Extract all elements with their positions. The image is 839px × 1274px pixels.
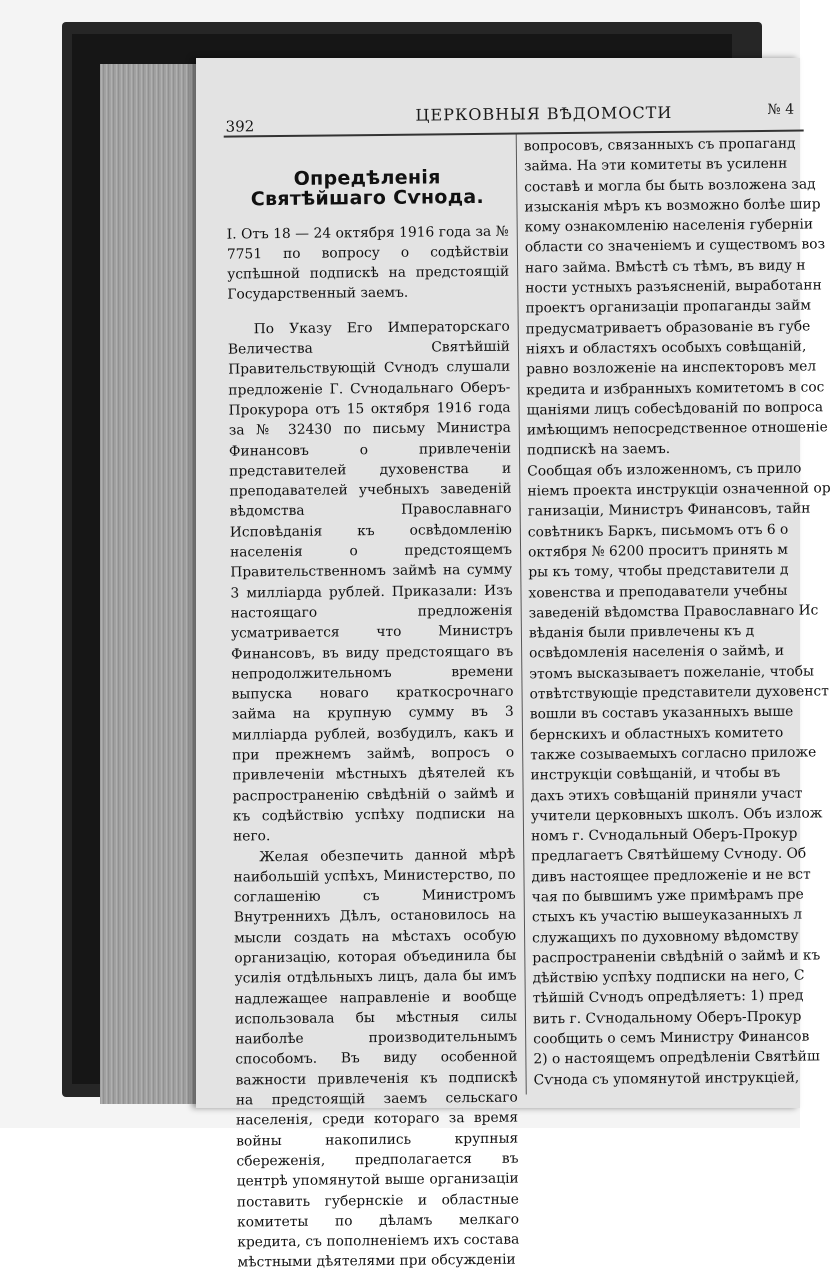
right-column-line: 2) о настоящемъ опредѣленіи Святѣйш (533, 1048, 820, 1068)
right-column-line: совѣтникъ Баркъ, письмомъ отъ 6 о (527, 521, 789, 541)
right-column-line: Сообщая объ изложенномъ, съ прило (527, 460, 802, 480)
right-column-line: имѣющимъ непосредственное отношеніе (526, 419, 828, 439)
right-column-line: ніяхъ и областяхъ особыхъ совѣщаній, (525, 338, 807, 358)
running-title: ЦЕРКОВНЫЯ ВѢДОМОСТИ (415, 102, 673, 125)
page-number: 392 (225, 117, 255, 136)
right-column-line: подпискѣ на заемъ. (526, 441, 671, 459)
right-column-line: равно возложеніе на инспекторовъ мел (526, 358, 817, 378)
right-column-line: дахъ этихъ совѣщаній приняли участ (530, 785, 803, 804)
right-column-line: проектъ организаціи пропаганды займ (525, 297, 812, 317)
right-column-line: кому ознакомленію населенія губерніи (524, 216, 814, 236)
right-column-line: дивъ настоящее предложеніе и не вст (531, 866, 811, 886)
right-column-line: вѣданія были привлечены къ д (528, 623, 755, 642)
right-column-line: щаніями лицъ собесѣдованій по вопроса (526, 399, 824, 419)
decree-text: I. Отъ 18 — 24 октября 1916 года за № 7751 по вопросу о содѣйствіи успѣшной подпискѣ на предстоящій Государственный заемъ. (226, 223, 510, 304)
right-column-line: предлагаетъ Святѣйшему Сѵноду. Об (531, 845, 807, 865)
left-column (226, 141, 520, 1274)
right-column-line: инструкціи совѣщаній, и чтобы въ (530, 765, 781, 784)
right-column-line: изысканія мѣръ къ возможно болѣе шир (524, 196, 821, 216)
right-column-line: тѣйшій Сѵнодъ опредѣляетъ: 1) пред (532, 988, 804, 1007)
right-column-line: ховенства и преподаватели учебны (528, 582, 788, 601)
right-column-line: чая по бывшимъ уже примѣрамъ пре (531, 886, 804, 906)
decree-heading (227, 221, 510, 305)
right-column-line: области со значеніемъ и существомъ воз (524, 236, 826, 256)
issue-number: № 4 (767, 101, 795, 118)
right-column-line: вошли въ составъ указанныхъ выше (529, 703, 794, 723)
right-column-line: освѣдомленія населенія о займѣ, и (529, 643, 785, 662)
right-column-line: октября № 6200 проситъ принять м (528, 541, 789, 561)
right-column-line: отвѣтствующіе представители духовенст (529, 683, 829, 703)
right-column-line: номъ г. Сѵнодальный Оберъ-Прокур (530, 825, 798, 845)
right-column-line: стыхъ къ участію вышеуказанныхъ л (531, 906, 803, 926)
right-column-line: бернскихъ и областныхъ комитето (529, 724, 784, 744)
right-column-line: кредита и избранныхъ комитетомъ в сос (526, 378, 825, 399)
right-column-line: ганизаціи, Министръ Финансовъ, тайн (527, 500, 811, 520)
paragraph-2: Желая обезпечить данной мѣрѣ наибольшій успѣхъ, Министерство, по соглашенію съ Министромъ Внутреннихъ Дѣлъ, остановилось на мысли создать на мѣстахъ особую организацію, которая объединила бы усилія отдѣльныхъ лицъ, дала бы имъ надлежащее направленіе и вообще использовала бы мѣстныя силы наиболѣе производительнымъ способомъ. Въ виду особенной важности привлеченія къ подпискѣ на предстоящій заемъ сельскаго населенія, среди котораго за время войны накопились крупныя сбереженія, предполагается въ центрѣ упомянутой выше организаціи поставить губернскіе и областные комитеты по дѣламъ мелкаго кредита, съ пополненіемъ ихъ состава мѣстными дѣятелями при обсужденіи (233, 846, 520, 1271)
right-column-line: распространеніи свѣдѣній о займѣ и къ (532, 947, 821, 967)
right-column-line: составѣ и могла бы быть возложена зад (524, 176, 816, 196)
right-column-line: Сѵнода съ упомянутой инструкціей, (533, 1069, 800, 1089)
book-page (196, 58, 831, 1271)
right-column-line: учители церковныхъ школъ. Объ излож (530, 805, 823, 825)
right-column-line: ніемъ проекта инструкціи означенной ор (527, 480, 831, 500)
right-column-line: заведеній вѣдомства Православнаго Ис (528, 602, 819, 622)
right-column-line: ности устныхъ разъясненій, выработанн (525, 277, 822, 297)
right-column-line: займа. На эти комитеты въ усиленн (523, 156, 788, 175)
right-column-line: этомъ высказываетъ пожеланіе, чтобы (529, 663, 815, 683)
paragraph-1: По Указу Его Императорскаго Величества Святѣйшій Правительствующій Сѵнодъ слушали предложеніе Г. Сѵнодальнаго Оберъ-Прокурора отъ 15 октября 1916 года за № 32430 по письму Министра Финансовъ о привлеченіи представителей духовенства и преподавателей учебныхъ заведеній вѣдомства Православнаго Исповѣданія къ освѣдомленію населенія о предстоящемъ Правительственномъ займѣ на сумму 3 милліарда рублей. Приказали: Изъ настоящаго предложенія усматривается что Министръ Финансовъ, въ виду предстоящаго въ непродолжительномъ времени выпуска новаго краткосрочнаго займа на крупную сумму въ 3 милліарда рублей, возбудилъ, какъ и при прежнемъ займѣ, вопросъ о привлеченіи мѣстныхъ дѣятелей къ распространенію свѣдѣній о займѣ и къ содѣйствію успѣху подписки на него. (227, 318, 515, 845)
section-heading: Опредѣленія Святѣйшаго Сѵнода. (250, 166, 485, 211)
right-column-line: наго займа. Вмѣстѣ съ тѣмъ, въ виду н (525, 257, 806, 277)
right-column-line: сообщить о семъ Министру Финансов (533, 1028, 810, 1048)
right-column-line: вопросовъ, связанныхъ съ пропаганд (523, 135, 796, 155)
right-column-line: предусматриваетъ образованіе въ губе (525, 318, 811, 338)
right-column-line: также созываемыхъ согласно приложе (530, 744, 817, 764)
right-column-line: ры къ тому, чтобы представители д (528, 561, 789, 581)
right-column-line: дѣйствію успѣху подписки на него, С (532, 967, 805, 987)
right-column-line: вить г. Сѵнодальному Оберъ-Прокур (532, 1008, 802, 1028)
page-content (195, 54, 831, 1271)
right-column-line: служащихъ по духовному вѣдомству (532, 927, 799, 946)
right-column (523, 133, 831, 1090)
